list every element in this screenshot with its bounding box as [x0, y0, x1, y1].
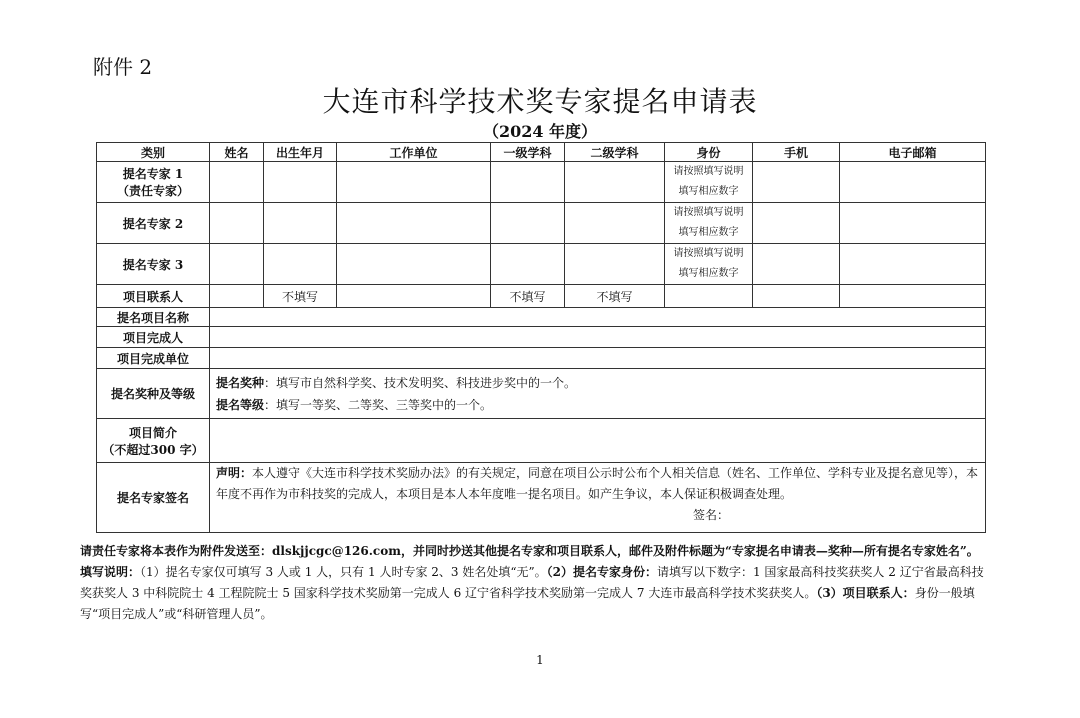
expert-3-secondary-cell[interactable]	[565, 244, 665, 285]
expert-1-label	[97, 162, 210, 203]
expert-2-identity-cell[interactable]	[665, 203, 753, 244]
declaration-text: 本人遵守《大连市科学技术奖励办法》的有关规定，同意在项目公示时公布个人相关信息（姓名、工作单位、学科专业及提名意见等），本年度不再作为市科技奖的完成人，本项目是本人本年度唯一提名项目。如产生争议，本人保证积极调查处理。	[216, 466, 979, 501]
fill-instructions	[80, 541, 985, 625]
completer-label: 项目完成人	[97, 327, 210, 348]
expert-1-mobile-cell[interactable]	[753, 162, 840, 203]
declaration-label: 声明：	[216, 466, 253, 480]
expert-2-name-cell[interactable]	[210, 203, 264, 244]
completer-unit-row	[97, 348, 986, 369]
intro-cell[interactable]	[210, 419, 986, 463]
award-level-line	[216, 394, 982, 416]
expert-2-workplace-cell[interactable]	[337, 203, 491, 244]
expert-3-label: 提名专家 3	[97, 244, 210, 285]
expert-3-mobile-cell[interactable]	[753, 244, 840, 285]
identity-hint-line2: 填写相应数字	[678, 186, 739, 197]
sign-here: 签名：	[692, 508, 729, 522]
contact-workplace-cell[interactable]	[337, 285, 491, 308]
identity-hint-line2: 填写相应数字	[678, 227, 739, 238]
contact-birth-no-fill: 不填写	[264, 285, 337, 308]
completer-unit-label: 项目完成单位	[97, 348, 210, 369]
identity-hint-line2: 填写相应数字	[678, 268, 739, 279]
expert-2-birth-cell[interactable]	[264, 203, 337, 244]
expert-1-birth-cell[interactable]	[264, 162, 337, 203]
completer-row	[97, 327, 986, 348]
expert-3-primary-cell[interactable]	[491, 244, 565, 285]
col-header-workplace: 工作单位	[337, 143, 491, 162]
award-type-line	[216, 372, 982, 394]
award-type-label: 提名奖种	[216, 375, 265, 390]
fill-notes-label: 填写说明：	[80, 565, 141, 579]
expert-3-birth-cell[interactable]	[264, 244, 337, 285]
expert-3-row	[97, 244, 986, 285]
expert-1-email-cell[interactable]	[840, 162, 986, 203]
col-header-email: 电子邮箱	[840, 143, 986, 162]
contact-label: 项目联系人	[97, 285, 210, 308]
identity-hint-line1: 请按照填写说明	[673, 207, 744, 218]
table-header-row	[97, 143, 986, 162]
col-header-name: 姓名	[210, 143, 264, 162]
award-level-sub-label: 提名等级	[216, 397, 265, 412]
expert-2-row	[97, 203, 986, 244]
expert-3-email-cell[interactable]	[840, 244, 986, 285]
intro-label-line2: （不超过300 字）	[102, 442, 204, 457]
expert-1-name-cell[interactable]	[210, 162, 264, 203]
note-item-3-text: 身份一般填写“项目完成人”或“科研管理人员”。	[80, 586, 975, 621]
note-item-2-text: 请填写以下数字：1 国家最高科技奖获奖人 2 辽宁省最高科技奖获奖人 3 中科院院士 4 工程院院士 5 国家科学技术奖励第一完成人 6 辽宁省科学技术奖励第一完成人 7 大连市最高科学技术奖获奖人。	[80, 565, 984, 600]
expert-3-identity-cell[interactable]	[665, 244, 753, 285]
contact-primary-no-fill: 不填写	[491, 285, 565, 308]
award-level-label: 提名奖种及等级	[97, 369, 210, 419]
col-header-primary-discipline: 一级学科	[491, 143, 565, 162]
expert-1-workplace-cell[interactable]	[337, 162, 491, 203]
signature-label: 提名专家签名	[97, 463, 210, 533]
col-header-category: 类别	[97, 143, 210, 162]
fill-notes	[80, 562, 985, 625]
col-header-identity: 身份	[665, 143, 753, 162]
contact-secondary-no-fill: 不填写	[565, 285, 665, 308]
intro-row	[97, 419, 986, 463]
expert-2-email-cell[interactable]	[840, 203, 986, 244]
expert-1-label-line2: （责任专家）	[116, 184, 189, 198]
completer-unit-cell[interactable]	[210, 348, 986, 369]
identity-hint-line1: 请按照填写说明	[673, 248, 744, 259]
note-item-2-label: （2）提名专家身份：	[546, 565, 657, 579]
contact-email-cell[interactable]	[840, 285, 986, 308]
expert-3-workplace-cell[interactable]	[337, 244, 491, 285]
declaration-cell[interactable]	[210, 463, 986, 533]
project-name-cell[interactable]	[210, 308, 986, 327]
signature-row	[97, 463, 986, 533]
expert-2-secondary-cell[interactable]	[565, 203, 665, 244]
col-header-mobile: 手机	[753, 143, 840, 162]
expert-2-label: 提名专家 2	[97, 203, 210, 244]
expert-1-secondary-cell[interactable]	[565, 162, 665, 203]
contact-name-cell[interactable]	[210, 285, 264, 308]
award-type-text: ：填写市自然科学奖、技术发明奖、科技进步奖中的一个。	[264, 375, 577, 390]
project-name-label: 提名项目名称	[97, 308, 210, 327]
page-number: 1	[536, 653, 544, 667]
expert-3-name-cell[interactable]	[210, 244, 264, 285]
declaration-paragraph	[216, 463, 979, 505]
expert-2-mobile-cell[interactable]	[753, 203, 840, 244]
contact-mobile-cell[interactable]	[753, 285, 840, 308]
nomination-form-table	[96, 142, 986, 533]
expert-1-primary-cell[interactable]	[491, 162, 565, 203]
intro-label-line1: 项目简介	[128, 425, 177, 440]
expert-1-identity-cell[interactable]	[665, 162, 753, 203]
award-level-text: ：填写一等奖、二等奖、三等奖中的一个。	[264, 397, 493, 412]
project-name-row	[97, 308, 986, 327]
expert-1-row	[97, 162, 986, 203]
note-item-1: （1）提名专家仅可填写 3 人或 1 人，只有 1 人时专家 2、3 姓名处填“无”。	[140, 565, 547, 579]
intro-label	[97, 419, 210, 463]
expert-2-primary-cell[interactable]	[491, 203, 565, 244]
form-title: 大连市科学技术奖专家提名申请表	[322, 85, 758, 118]
form-year: （2024 年度）	[482, 122, 598, 141]
col-header-birth: 出生年月	[264, 143, 337, 162]
completer-cell[interactable]	[210, 327, 986, 348]
attachment-label: 附件 2	[93, 55, 153, 79]
award-level-row	[97, 369, 986, 419]
expert-1-label-line1: 提名专家 1	[122, 167, 184, 181]
note-item-3-label: （3）项目联系人：	[816, 586, 915, 600]
contact-row	[97, 285, 986, 308]
identity-hint-line1: 请按照填写说明	[673, 166, 744, 177]
award-level-cell[interactable]	[210, 369, 986, 419]
col-header-secondary-discipline: 二级学科	[565, 143, 665, 162]
contact-identity-cell[interactable]	[665, 285, 753, 308]
email-instruction: 请责任专家将本表作为附件发送至：dlskjjcgc@126.com，并同时抄送其他提名专家和项目联系人，邮件及附件标题为“专家提名申请表—奖种—所有提名专家姓名”。	[80, 544, 979, 558]
